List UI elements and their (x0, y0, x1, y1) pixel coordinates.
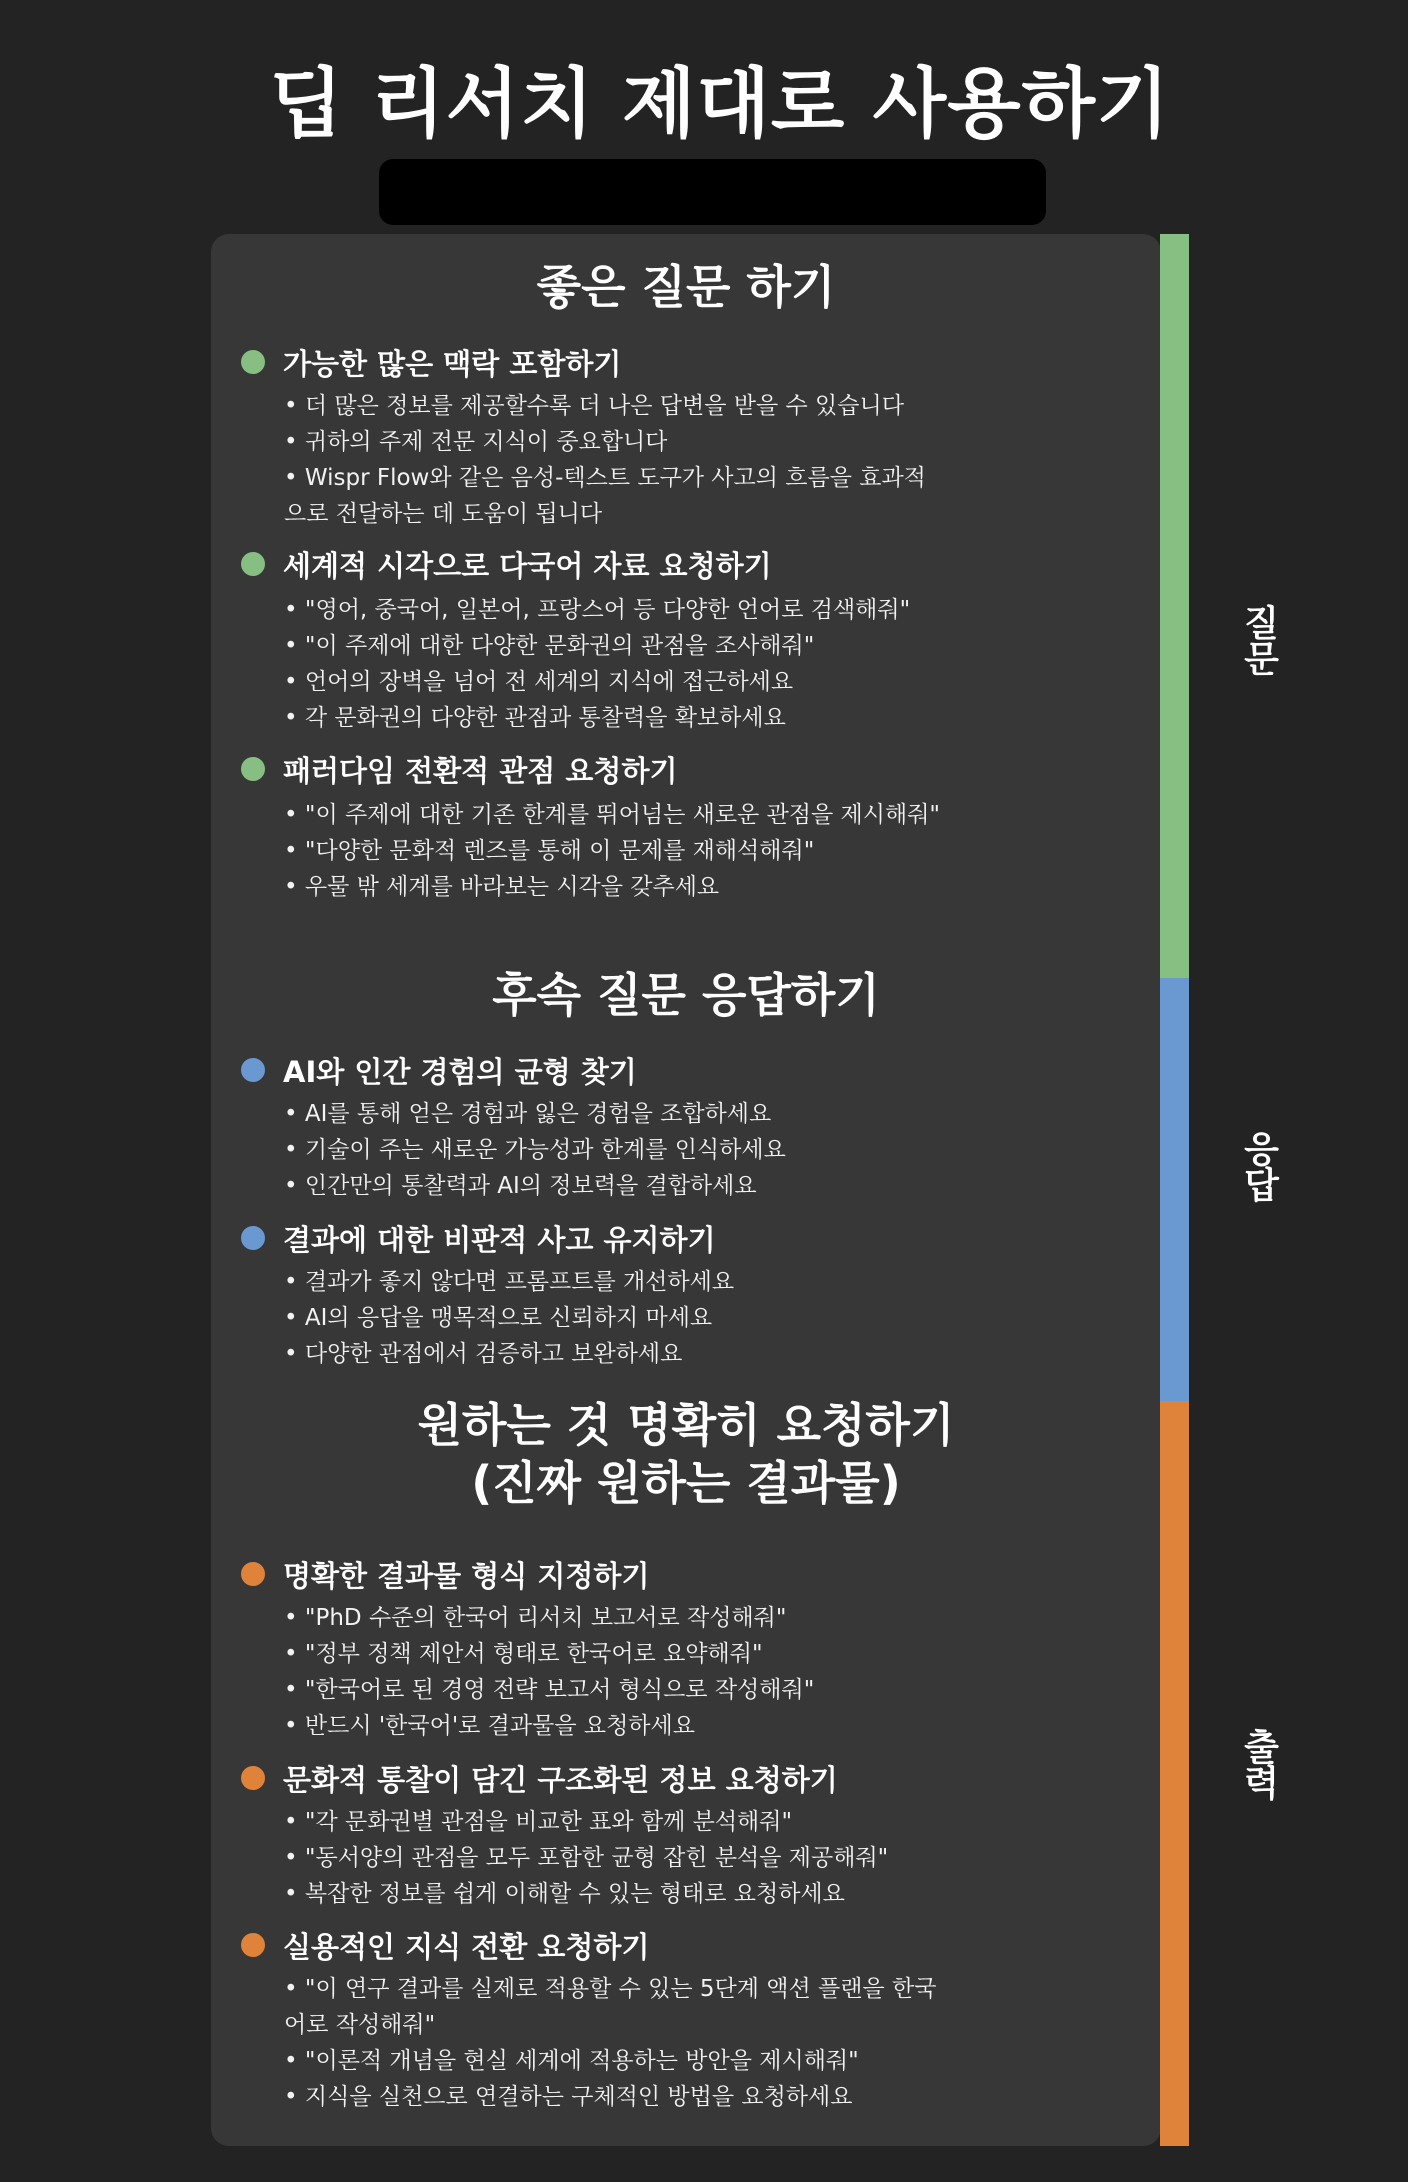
list-item: • 언어의 장벽을 넘어 전 세계의 지식에 접근하세요 (284, 664, 944, 700)
section-title-question: 좋은 질문 하기 (536, 260, 836, 314)
side-label-question: 질문 (1238, 604, 1279, 676)
page-title: 딥 리서치 제대로 사용하기 (269, 59, 1171, 148)
bullet-dot-icon (241, 1933, 265, 1957)
bullet-list (284, 797, 944, 905)
list-item: • 귀하의 주제 전문 지식이 중요합니다 (284, 424, 944, 460)
item-title: 실용적인 지식 전환 요청하기 (283, 1929, 650, 1964)
bullet-list (284, 1600, 944, 1744)
bullet-list (284, 1096, 944, 1204)
list-item: • "동서양의 관점을 모두 포함한 균형 잡힌 분석을 제공해줘" (284, 1840, 944, 1876)
item-title: 세계적 시각으로 다국어 자료 요청하기 (283, 548, 772, 583)
side-bar-output (1160, 1401, 1189, 2146)
list-item: • 반드시 '한국어'로 결과물을 요청하세요 (284, 1708, 944, 1744)
bullet-dot-icon (241, 1562, 265, 1586)
list-item: • AI를 통해 얻은 경험과 잃은 경험을 조합하세요 (284, 1096, 944, 1132)
list-item: • "한국어로 된 경영 전략 보고서 형식으로 작성해줘" (284, 1672, 944, 1708)
side-bar-response (1160, 978, 1189, 1401)
bullet-list (284, 592, 944, 736)
list-item-heading (241, 1925, 649, 1965)
list-item: • 각 문화권의 다양한 관점과 통찰력을 확보하세요 (284, 700, 944, 736)
bullet-dot-icon (241, 552, 265, 576)
list-item-heading (241, 342, 621, 382)
list-item: • "다양한 문화적 렌즈를 통해 이 문제를 재해석해줘" (284, 833, 944, 869)
redaction-box (379, 159, 1046, 225)
list-item: • 기술이 주는 새로운 가능성과 한계를 인식하세요 (284, 1132, 944, 1168)
list-item-heading (241, 544, 772, 584)
list-item: • 우물 밖 세계를 바라보는 시각을 갖추세요 (284, 869, 944, 905)
bullet-list (284, 1264, 944, 1372)
list-item: • 인간만의 통찰력과 AI의 정보력을 결합하세요 (284, 1168, 944, 1204)
bullet-dot-icon (241, 757, 265, 781)
list-item-heading (241, 1554, 649, 1594)
list-item-heading (241, 1218, 716, 1258)
list-item: • 더 많은 정보를 제공할수록 더 나은 답변을 받을 수 있습니다 (284, 388, 944, 424)
list-item: • "PhD 수준의 한국어 리서치 보고서로 작성해줘" (284, 1600, 944, 1636)
section-title-response: 후속 질문 응답하기 (492, 968, 880, 1022)
side-bar-question (1160, 234, 1189, 978)
item-title: AI와 인간 경험의 균형 찾기 (283, 1054, 637, 1089)
list-item: • "영어, 중국어, 일본어, 프랑스어 등 다양한 언어로 검색해줘" (284, 592, 944, 628)
list-item: • "정부 정책 제안서 형태로 한국어로 요약해줘" (284, 1636, 944, 1672)
list-item: • "각 문화권별 관점을 비교한 표와 함께 분석해줘" (284, 1804, 944, 1840)
bullet-list (284, 1804, 944, 1912)
list-item-heading (241, 749, 677, 789)
list-item: • "이 연구 결과를 실제로 적용할 수 있는 5단계 액션 플랜을 한국어로 작성해줘" (284, 1971, 944, 2043)
list-item: • Wispr Flow와 같은 음성-텍스트 도구가 사고의 흐름을 효과적으로 전달하는 데 도움이 됩니다 (284, 460, 944, 532)
bullet-dot-icon (241, 1058, 265, 1082)
list-item: • 결과가 좋지 않다면 프롬프트를 개선하세요 (284, 1264, 944, 1300)
list-item: • "이론적 개념을 현실 세계에 적용하는 방안을 제시해줘" (284, 2043, 944, 2079)
list-item: • "이 주제에 대한 다양한 문화권의 관점을 조사해줘" (284, 628, 944, 664)
item-title: 명확한 결과물 형식 지정하기 (283, 1558, 650, 1593)
section-title-output: 원하는 것 명확히 요청하기 (진짜 원하는 결과물) (417, 1398, 955, 1510)
item-title: 패러다임 전환적 관점 요청하기 (283, 753, 678, 788)
list-item: • "이 주제에 대한 기존 한계를 뛰어넘는 새로운 관점을 제시해줘" (284, 797, 944, 833)
item-title: 결과에 대한 비판적 사고 유지하기 (283, 1222, 716, 1257)
item-title: 문화적 통찰이 담긴 구조화된 정보 요청하기 (283, 1762, 838, 1797)
bullet-dot-icon (241, 1226, 265, 1250)
list-item: • 복잡한 정보를 쉽게 이해할 수 있는 형태로 요청하세요 (284, 1876, 944, 1912)
list-item-heading (241, 1758, 838, 1798)
bullet-dot-icon (241, 1766, 265, 1790)
list-item: • 지식을 실천으로 연결하는 구체적인 방법을 요청하세요 (284, 2079, 944, 2115)
bullet-list (284, 388, 944, 532)
side-label-output: 출력 (1238, 1728, 1279, 1800)
bullet-dot-icon (241, 350, 265, 374)
list-item-heading (241, 1050, 637, 1090)
list-item: • AI의 응답을 맹목적으로 신뢰하지 마세요 (284, 1300, 944, 1336)
bullet-list (284, 1971, 944, 2115)
item-title: 가능한 많은 맥락 포함하기 (283, 346, 622, 381)
side-label-response: 응답 (1238, 1130, 1279, 1202)
list-item: • 다양한 관점에서 검증하고 보완하세요 (284, 1336, 944, 1372)
